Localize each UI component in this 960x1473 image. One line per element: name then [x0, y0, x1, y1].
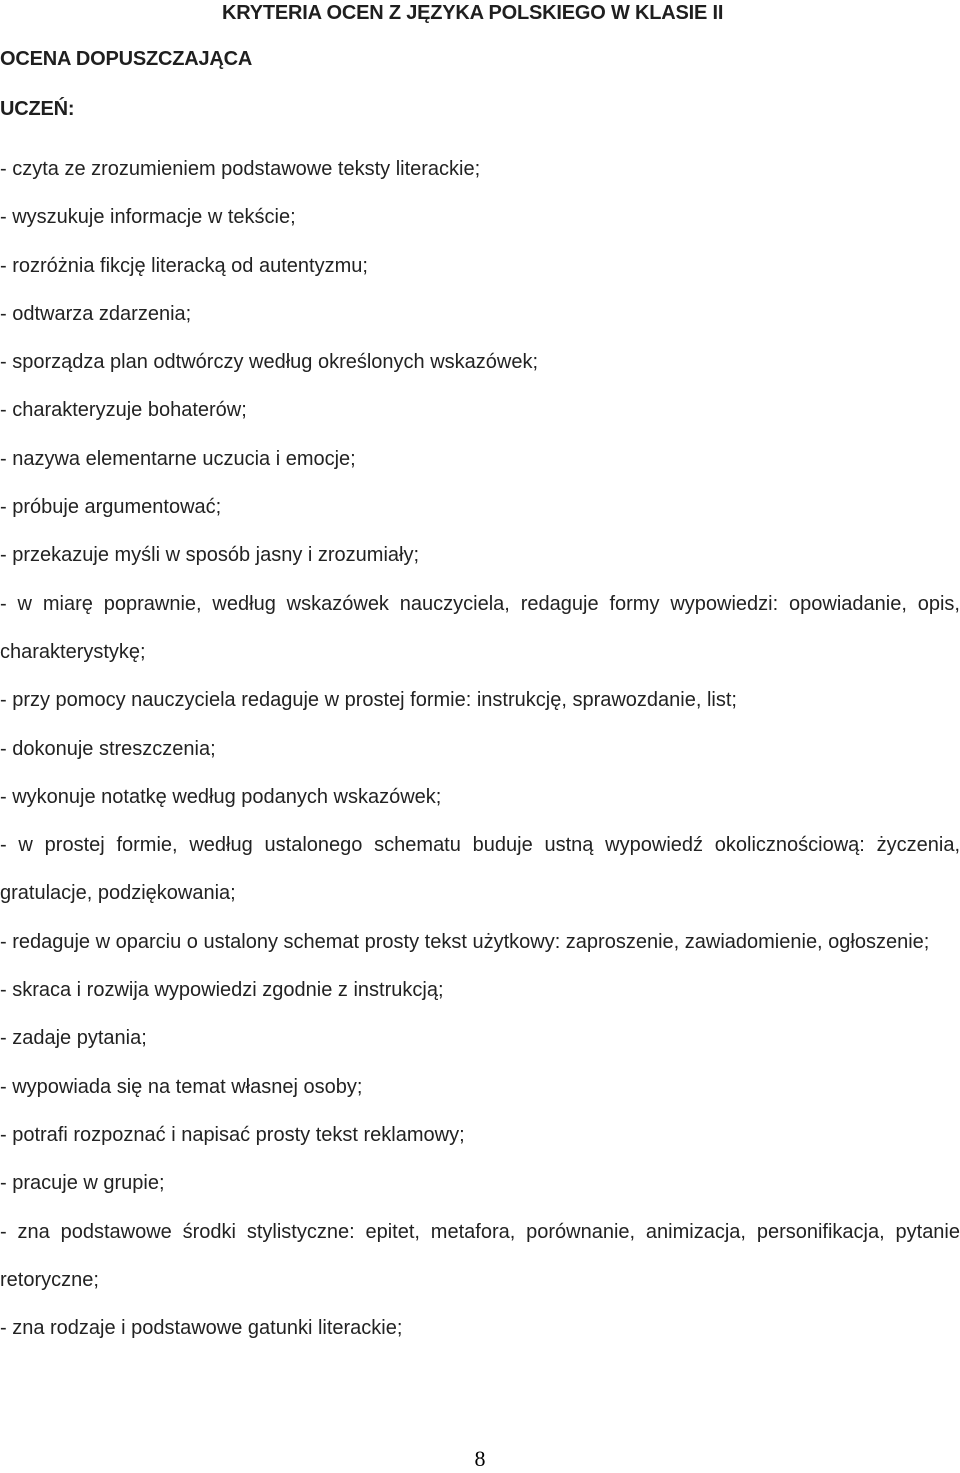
page-number: 8: [474, 1446, 486, 1471]
criteria-item: - redaguje w oparciu o ustalony schemat prosty tekst użytkowy: zaproszenie, zawiadomienie, ogłoszenie;: [0, 930, 930, 953]
student-label: UCZEŃ:: [0, 98, 75, 120]
criteria-list: [0, 145, 960, 1352]
criteria-item: - próbuje argumentować;: [0, 496, 222, 519]
criteria-item: - czyta ze zrozumieniem podstawowe teksty literackie;: [0, 158, 481, 180]
criteria-item: - dokonuje streszczenia;: [0, 737, 216, 760]
criteria-item: - zna rodzaje i podstawowe gatunki literackie;: [0, 1317, 403, 1340]
criteria-item: - w prostej formie, według ustalonego schematu buduje ustną wypowiedź okolicznościową: życzenia, gratulacje, podziękowania;: [0, 834, 960, 905]
criteria-item: - przekazuje myśli w sposób jasny i zrozumiały;: [0, 544, 420, 567]
criteria-item: - pracuje w grupie;: [0, 1172, 165, 1195]
criteria-item: - w miarę poprawnie, według wskazówek nauczyciela, redaguje formy wypowiedzi: opowiadanie, opis, charakterystykę;: [0, 592, 960, 663]
criteria-item: - potrafi rozpoznać i napisać prosty tekst reklamowy;: [0, 1123, 465, 1146]
criteria-item: - wykonuje notatkę według podanych wskazówek;: [0, 785, 442, 808]
grade-level-heading: OCENA DOPUSZCZAJĄCA: [0, 48, 253, 70]
criteria-item: - przy pomocy nauczyciela redaguje w prostej formie: instrukcję, sprawozdanie, list;: [0, 689, 737, 712]
criteria-item: - wypowiada się na temat własnej osoby;: [0, 1075, 363, 1098]
criteria-item: - odtwarza zdarzenia;: [0, 302, 192, 325]
criteria-item: - rozróżnia fikcję literacką od autentyzmu;: [0, 254, 368, 277]
criteria-item: - zna podstawowe środki stylistyczne: epitet, metafora, porównanie, animizacja, personifikacja, pytanie retoryczne;: [0, 1220, 960, 1291]
document-title: KRYTERIA OCEN Z JĘZYKA POLSKIEGO W KLASIE II: [222, 2, 724, 24]
criteria-item: - charakteryzuje bohaterów;: [0, 399, 247, 422]
criteria-item: - wyszukuje informacje w tekście;: [0, 206, 296, 229]
criteria-item: - sporządza plan odtwórczy według określonych wskazówek;: [0, 351, 539, 374]
criteria-item: - nazywa elementarne uczucia i emocje;: [0, 447, 356, 470]
criteria-item: - skraca i rozwija wypowiedzi zgodnie z instrukcją;: [0, 979, 444, 1002]
criteria-item: - zadaje pytania;: [0, 1027, 147, 1050]
